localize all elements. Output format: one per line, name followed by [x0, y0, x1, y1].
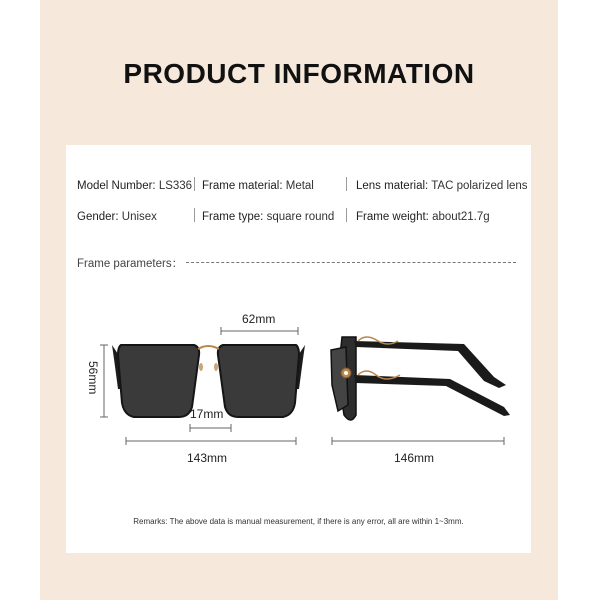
temple-length-label: 146mm	[394, 451, 435, 465]
frame-type-value: square round	[266, 211, 335, 223]
frame-weight-value: about21.7g	[432, 211, 490, 223]
frame-type-label: Frame type:	[202, 211, 264, 223]
frame-material-label: Frame material:	[202, 180, 283, 192]
gender-label: Gender:	[77, 211, 119, 223]
lens-width-label: 62mm	[242, 312, 276, 326]
model-number-value: LS336	[158, 180, 193, 192]
frame-parameters-label: Frame parameters：	[77, 258, 184, 270]
sunglasses-side-view	[331, 337, 510, 420]
info-card	[66, 145, 531, 553]
gender-value: Unisex	[121, 211, 157, 223]
lens-material-value: TAC polarized lens	[431, 180, 528, 192]
frame-material-value: Metal	[285, 180, 314, 192]
frame-weight-label: Frame weight:	[356, 211, 429, 223]
lens-material-label: Lens material:	[356, 180, 429, 192]
page-title: PRODUCT INFORMATION	[123, 58, 475, 89]
remarks-text: Remarks: The above data is manual measurement, if there is any error, all are within 1~3mm.	[133, 517, 464, 526]
total-width-label: 143mm	[187, 451, 228, 465]
sunglasses-diagram	[66, 145, 531, 553]
lens-height-label: 56mm	[86, 361, 100, 395]
model-number-label: Model Number:	[77, 180, 156, 192]
bridge-width-label: 17mm	[190, 407, 224, 421]
